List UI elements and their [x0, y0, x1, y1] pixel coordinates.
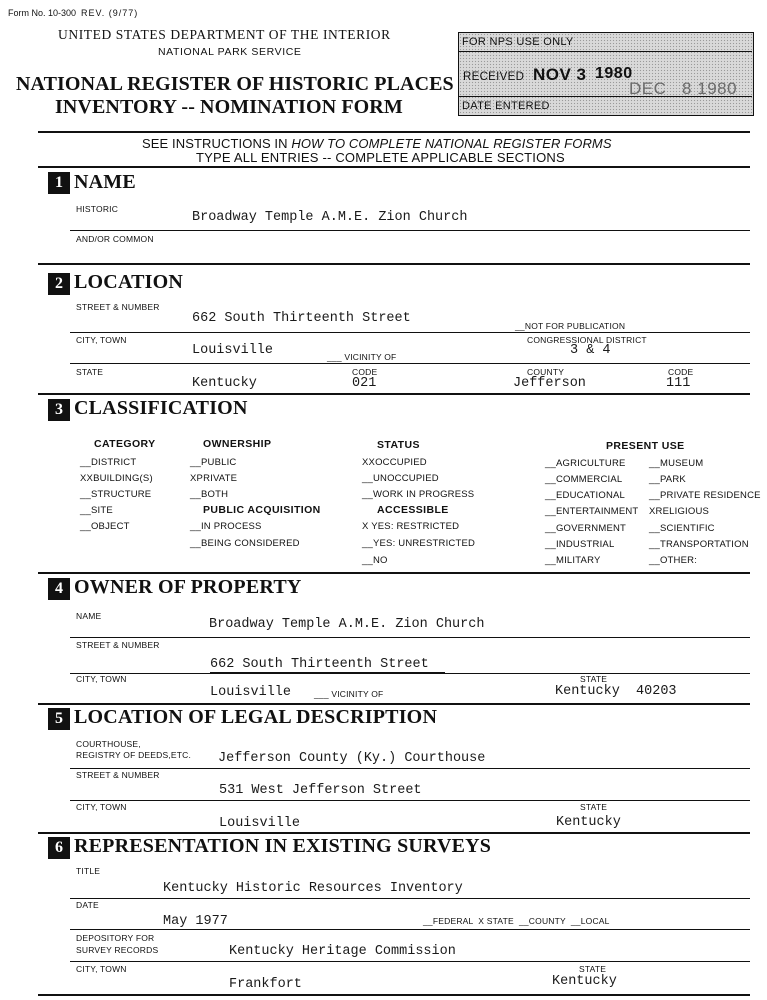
- use-military: __MILITARY: [545, 555, 601, 566]
- owner-state-value: Kentucky 40203: [555, 684, 677, 699]
- status-header: STATUS: [377, 439, 420, 451]
- survey-state-value: Kentucky: [552, 974, 617, 989]
- section-2-number: 2: [48, 273, 70, 295]
- section-6-number: 6: [48, 837, 70, 859]
- category-header: CATEGORY: [94, 438, 156, 450]
- section-5-number: 5: [48, 708, 70, 730]
- status-unoccupied: __UNOCCUPIED: [362, 473, 439, 484]
- historic-label: HISTORIC: [76, 204, 119, 214]
- use-scientific: __SCIENTIFIC: [649, 523, 715, 534]
- present-use-header: PRESENT USE: [606, 440, 685, 452]
- use-museum: __MUSEUM: [649, 458, 704, 469]
- accessible-no: __NO: [362, 555, 388, 566]
- courthouse-label-line2: REGISTRY OF DEEDS,ETC.: [76, 750, 192, 760]
- common-name-label: AND/OR COMMON: [76, 234, 154, 244]
- ownership-both: __BOTH: [190, 489, 229, 500]
- section-3-number: 3: [48, 399, 70, 421]
- location-code2-label: CODE: [668, 367, 694, 377]
- section-4-title: OWNER OF PROPERTY: [74, 576, 302, 598]
- category-structure: __STRUCTURE: [80, 489, 152, 500]
- location-county-label: COUNTY: [527, 367, 565, 377]
- owner-vicinity: ___ VICINITY OF: [314, 689, 384, 699]
- owner-state-label: STATE: [580, 674, 608, 684]
- use-other: __OTHER:: [649, 555, 698, 566]
- nps-box-title: FOR NPS USE ONLY: [462, 36, 574, 48]
- form-number: [8, 8, 138, 18]
- owner-city-value: Louisville: [210, 685, 292, 700]
- department-name: UNITED STATES DEPARTMENT OF THE INTERIOR: [58, 27, 391, 42]
- category-site: __SITE: [80, 505, 113, 516]
- legal-city-label: CITY, TOWN: [76, 802, 127, 812]
- category-buildings: XXBUILDING(S): [80, 473, 153, 484]
- location-code2-value: 111: [666, 376, 691, 391]
- survey-title-label: TITLE: [76, 866, 101, 876]
- location-state-value: Kentucky: [192, 376, 257, 391]
- owner-city-label: CITY, TOWN: [76, 674, 127, 684]
- not-for-publication: __NOT FOR PUBLICATION: [515, 321, 626, 331]
- section-6-title: REPRESENTATION IN EXISTING SURVEYS: [74, 835, 492, 857]
- courthouse-value: Jefferson County (Ky.) Courthouse: [218, 751, 486, 766]
- form-no: Form No. 10-300: [8, 8, 77, 18]
- depository-value: Kentucky Heritage Commission: [229, 944, 456, 959]
- survey-levels: __FEDERAL X STATE __COUNTY __LOCAL: [423, 916, 610, 926]
- instructions-line2: TYPE ALL ENTRIES -- COMPLETE APPLICABLE SECTIONS: [196, 150, 565, 165]
- ownership-public: __PUBLIC: [190, 457, 237, 468]
- location-state-label: STATE: [76, 367, 104, 377]
- survey-title-value: Kentucky Historic Resources Inventory: [163, 881, 463, 896]
- survey-city-value: Frankfort: [229, 977, 302, 992]
- use-entertainment: __ENTERTAINMENT: [545, 506, 639, 517]
- legal-state-value: Kentucky: [556, 815, 621, 830]
- congressional-district-value: 3 & 4: [570, 343, 611, 358]
- status-occupied: XXOCCUPIED: [362, 457, 427, 468]
- section-1-number: 1: [48, 172, 70, 194]
- category-object: __OBJECT: [80, 521, 130, 532]
- legal-state-label: STATE: [580, 802, 608, 812]
- congressional-district-label: CONGRESSIONAL DISTRICT: [527, 335, 647, 345]
- depository-label-line2: SURVEY RECORDS: [76, 945, 159, 955]
- location-street-label: STREET & NUMBER: [76, 302, 160, 312]
- nps-use-only-box: [458, 32, 754, 116]
- location-vicinity: ___ VICINITY OF: [327, 352, 397, 362]
- date-entered-label: DATE ENTERED: [462, 100, 550, 112]
- entered-stamp: DEC 8 1980: [629, 79, 738, 98]
- received-stamp-year: 1980: [595, 65, 633, 82]
- form-title-line2: INVENTORY -- NOMINATION FORM: [55, 96, 403, 118]
- section-4-number: 4: [48, 578, 70, 600]
- owner-street-label: STREET & NUMBER: [76, 640, 160, 650]
- use-commercial: __COMMERCIAL: [545, 474, 623, 485]
- accessible-unrestricted: __YES: UNRESTRICTED: [362, 538, 476, 549]
- legal-street-value: 531 West Jefferson Street: [219, 783, 422, 798]
- use-park: __PARK: [649, 474, 686, 485]
- location-street-value: 662 South Thirteenth Street: [192, 311, 411, 326]
- received-label: RECEIVED: [463, 71, 525, 83]
- public-acquisition-header: PUBLIC ACQUISITION: [203, 504, 321, 516]
- instructions-line1: [142, 136, 612, 151]
- form-title-line1: NATIONAL REGISTER OF HISTORIC PLACES: [16, 73, 454, 95]
- section-2-title: LOCATION: [74, 271, 184, 293]
- acquisition-being-considered: __BEING CONSIDERED: [190, 538, 300, 549]
- accessible-header: ACCESSIBLE: [377, 504, 449, 516]
- accessible-restricted: X YES: RESTRICTED: [362, 521, 460, 532]
- location-code-label: CODE: [352, 367, 378, 377]
- location-city-label: CITY, TOWN: [76, 335, 127, 345]
- depository-label-line1: DEPOSITORY FOR: [76, 933, 155, 943]
- survey-date-label: DATE: [76, 900, 99, 910]
- owner-name-value: Broadway Temple A.M.E. Zion Church: [209, 617, 485, 632]
- use-transportation: __TRANSPORTATION: [649, 539, 749, 550]
- owner-street-value: 662 South Thirteenth Street: [210, 657, 429, 672]
- use-educational: __EDUCATIONAL: [545, 490, 626, 501]
- ownership-private: XPRIVATE: [190, 473, 238, 484]
- received-stamp-month: NOV 3: [533, 65, 587, 84]
- legal-street-label: STREET & NUMBER: [76, 770, 160, 780]
- legal-city-value: Louisville: [219, 816, 301, 831]
- ownership-header: OWNERSHIP: [203, 438, 272, 450]
- form-rev: REV. (9/77): [81, 8, 139, 18]
- service-name: NATIONAL PARK SERVICE: [158, 46, 302, 58]
- historic-name-value: Broadway Temple A.M.E. Zion Church: [192, 210, 468, 225]
- instructions-prefix: SEE INSTRUCTIONS IN: [142, 136, 292, 151]
- use-agriculture: __AGRICULTURE: [545, 458, 626, 469]
- survey-date-value: May 1977: [163, 914, 228, 929]
- acquisition-in-process: __IN PROCESS: [190, 521, 262, 532]
- status-work-in-progress: __WORK IN PROGRESS: [362, 489, 475, 500]
- use-government: __GOVERNMENT: [545, 523, 627, 534]
- survey-city-label: CITY, TOWN: [76, 964, 127, 974]
- owner-name-label: NAME: [76, 611, 102, 621]
- category-district: __DISTRICT: [80, 457, 137, 468]
- section-1-title: NAME: [74, 171, 136, 193]
- location-code-value: 021: [352, 376, 377, 391]
- location-county-value: Jefferson: [513, 376, 586, 391]
- use-religious: XRELIGIOUS: [649, 506, 710, 517]
- use-private-residence: __PRIVATE RESIDENCE: [649, 490, 761, 501]
- use-industrial: __INDUSTRIAL: [545, 539, 615, 550]
- section-5-title: LOCATION OF LEGAL DESCRIPTION: [74, 706, 438, 728]
- instructions-italic: HOW TO COMPLETE NATIONAL REGISTER FORMS: [291, 136, 612, 151]
- survey-state-label: STATE: [579, 964, 607, 974]
- section-3-title: CLASSIFICATION: [74, 397, 248, 419]
- location-city-value: Louisville: [192, 343, 274, 358]
- courthouse-label-line1: COURTHOUSE,: [76, 739, 141, 749]
